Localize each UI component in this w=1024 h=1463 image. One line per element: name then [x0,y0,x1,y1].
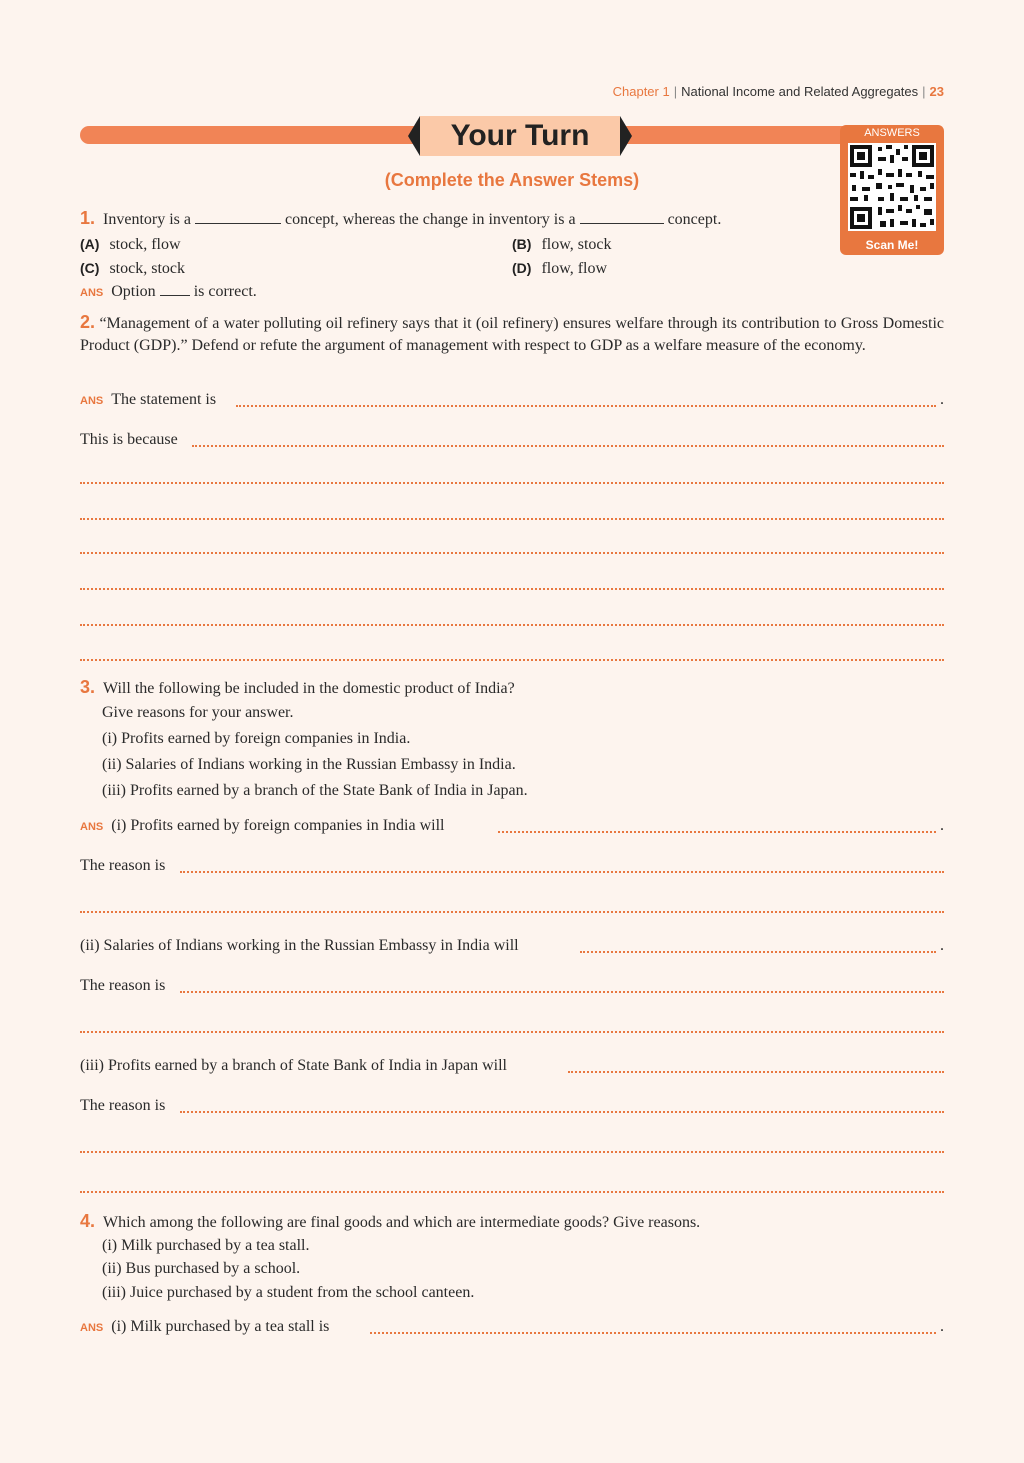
question-3-item: (i) Profits earned by foreign companies in India. [102,730,411,747]
question-4-text: Which among the following are final goods and which are intermediate goods? Give reasons. [103,1214,701,1231]
qr-bottom-label: Scan Me! [865,238,919,252]
answer-3-i [80,816,444,837]
option-key: (D) [512,260,532,276]
question-2 [80,311,944,357]
answer-line[interactable] [180,871,944,873]
answer-line[interactable] [568,1071,944,1073]
question-1-text-b: concept, whereas the change in inventory is a [285,211,576,228]
answer-line[interactable] [370,1332,936,1334]
period: . [940,817,944,834]
answer-text: (i) Milk purchased by a tea stall is [111,1318,330,1335]
chapter-title: National Income and Related Aggregates [681,84,919,99]
answer-text: is correct. [193,283,257,300]
qr-top-label: ANSWERS [864,127,920,139]
question-number: 2. [80,312,96,332]
chapter-label: Chapter 1 [612,84,670,99]
question-4-item: (i) Milk purchased by a tea stall. [102,1237,310,1254]
answer-line[interactable] [80,482,944,484]
running-header: Chapter 1 | National Income and Related Aggregates | 23 [612,84,944,99]
question-3-item: (iii) Profits earned by a branch of the State Bank of India in Japan. [102,782,528,799]
option-key: (B) [512,236,532,252]
title-notch-right [620,116,632,156]
answer-line[interactable] [80,624,944,626]
period: . [940,937,944,954]
option-b[interactable] [512,234,612,255]
question-4-item: (iii) Juice purchased by a student from the school canteen. [102,1284,475,1301]
question-3 [80,677,515,699]
question-2-text: “Management of a water polluting oil refinery says that it (oil refinery) ensures welfare through its contribution to Gross Domestic Product (GDP).” Defend or refute the argument of management with respect to GDP as a welfare measure of the economy. [80,315,945,354]
question-number: 1. [80,208,96,228]
option-text: flow, flow [541,260,608,277]
question-number: 3. [80,677,96,697]
answer-line[interactable] [180,1111,944,1113]
section-subtitle: (Complete the Answer Stems) [384,170,640,190]
answer-text: This is because [80,431,178,448]
answer-line[interactable] [498,831,936,833]
answer-line[interactable] [80,659,944,661]
question-4-item: (ii) Bus purchased by a school. [102,1260,301,1277]
option-text: flow, stock [541,236,612,253]
answer-line[interactable] [580,951,936,953]
reason-label: The reason is [80,857,166,874]
question-1 [80,208,721,230]
ans-label: ANS [80,395,104,407]
option-a[interactable] [80,234,181,255]
question-3-instruction: Give reasons for your answer. [102,704,294,721]
answer-blank[interactable] [580,223,664,224]
answer-4-i [80,1317,329,1338]
answer-blank[interactable] [195,223,281,224]
option-c[interactable] [80,258,185,279]
question-1-text-a: Inventory is a [103,211,191,228]
answer-line[interactable] [192,445,944,447]
answer-text: Option [111,283,156,300]
ans-label: ANS [80,1322,104,1334]
option-key: (A) [80,236,100,252]
ans-label: ANS [80,287,104,299]
question-4 [80,1211,700,1233]
question-3-text: Will the following be included in the domestic product of India? [103,680,515,697]
question-3-item: (ii) Salaries of Indians working in the Russian Embassy in India. [102,756,516,773]
question-number: 4. [80,1211,96,1231]
answer-line[interactable] [80,911,944,913]
answer-line[interactable] [180,991,944,993]
question-1-text-c: concept. [667,211,722,228]
qr-code-icon[interactable] [848,143,936,231]
answer-line[interactable] [80,1151,944,1153]
period: . [940,1318,944,1335]
answer-2-stem [80,390,216,411]
answer-line[interactable] [80,552,944,554]
option-text: stock, stock [109,260,185,277]
answer-text: (ii) Salaries of Indians working in the Russian Embassy in India will [80,937,519,954]
option-key: (C) [80,260,100,276]
answer-text: (i) Profits earned by foreign companies in India will [111,817,445,834]
answer-line[interactable] [80,1191,944,1193]
option-text: stock, flow [109,236,181,253]
section-title: Your Turn [420,116,620,156]
answer-line[interactable] [80,518,944,520]
qr-answers-box[interactable] [840,125,944,255]
answer-1 [80,282,257,303]
answer-line[interactable] [236,405,936,407]
reason-label: The reason is [80,1097,166,1114]
title-notch-left [408,116,420,156]
ans-label: ANS [80,821,104,833]
option-d[interactable] [512,258,607,279]
answer-blank[interactable] [160,295,190,296]
answer-line[interactable] [80,588,944,590]
answer-text: (iii) Profits earned by a branch of State Bank of India in Japan will [80,1057,507,1074]
answer-text: The statement is [111,391,217,408]
page-number: 23 [929,84,944,99]
period: . [940,391,944,408]
reason-label: The reason is [80,977,166,994]
answer-line[interactable] [80,1031,944,1033]
